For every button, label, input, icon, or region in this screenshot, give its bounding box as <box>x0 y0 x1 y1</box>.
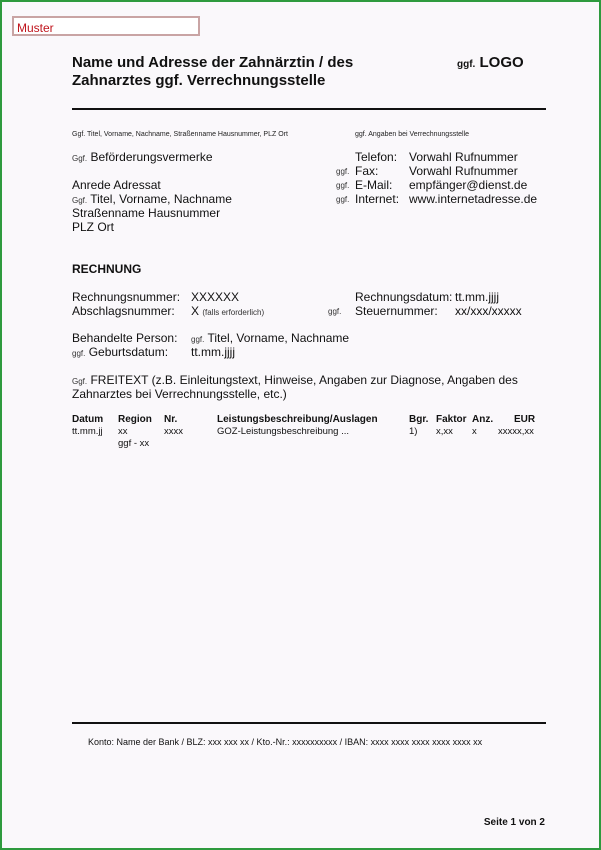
logo-prefix: ggf. <box>457 59 476 70</box>
muster-label: Muster <box>12 16 200 36</box>
sender-right-line: ggf. Angaben bei Verrechnungsstelle <box>355 131 470 138</box>
ggf-note: Ggf. <box>72 377 88 386</box>
row-region: xx <box>118 426 128 437</box>
ggf-note: Ggf. <box>72 154 88 163</box>
freetext-line1-text: FREITEXT (z.B. Einleitungstext, Hinweise, Angaben zur Diagnose, Angaben des <box>90 373 518 387</box>
freetext-line2: Zahnarztes bei Verrechnungsstelle, etc.) <box>72 387 287 401</box>
invoice-date-label: Rechnungsdatum: <box>355 290 453 304</box>
row-region-sub-value: - xx <box>133 438 150 449</box>
col-header-number: Nr. <box>164 414 178 425</box>
email-label: E-Mail: <box>355 178 393 192</box>
row-reason: 1) <box>409 426 418 437</box>
ggf-note: ggf. <box>336 181 350 190</box>
tax-number-value: xx/xxx/xxxxx <box>455 304 522 318</box>
recipient-street: Straßenname Hausnummer <box>72 206 221 220</box>
recipient-name-text: Titel, Vorname, Nachname <box>90 192 232 206</box>
fax-label: Fax: <box>355 164 379 178</box>
row-factor: x,xx <box>436 426 453 437</box>
delivery-notes <box>72 150 213 166</box>
installment-note: (falls erforderlich) <box>202 308 265 317</box>
internet-value: www.internetadresse.de <box>409 192 538 206</box>
logo-placeholder <box>457 54 524 71</box>
delivery-notes-text: Beförderungsvermerke <box>90 150 213 164</box>
email-value: empfänger@dienst.de <box>409 178 528 192</box>
practice-title-line1: Name und Adresse der Zahnärztin / des <box>72 54 354 71</box>
row-quantity: x <box>472 426 477 437</box>
installment-label: Abschlagsnummer: <box>72 304 175 318</box>
col-header-reason: Bgr. <box>409 414 429 425</box>
row-description: GOZ-Leistungsbeschreibung ... <box>217 426 350 437</box>
internet-label: Internet: <box>355 192 400 206</box>
col-header-factor: Faktor <box>436 414 467 425</box>
page-counter: Seite 1 von 2 <box>483 817 545 828</box>
ggf-note: ggf. <box>336 195 350 204</box>
phone-value: Vorwahl Rufnummer <box>409 150 518 164</box>
col-header-date: Datum <box>72 414 104 425</box>
col-header-amount: EUR <box>514 414 536 425</box>
col-header-description: Leistungsbeschreibung/Auslagen <box>217 414 378 425</box>
installment-value <box>191 304 264 320</box>
row-region-sub <box>118 438 149 450</box>
ggf-note: Ggf. <box>72 196 88 205</box>
phone-label: Telefon: <box>355 150 398 164</box>
tax-number-label: Steuernummer: <box>355 304 438 318</box>
birthdate-label-text: Geburtsdatum: <box>88 345 169 359</box>
footer-divider <box>72 722 546 724</box>
birthdate-value: tt.mm.jjjj <box>191 345 235 359</box>
ggf-note: ggf. <box>336 167 350 176</box>
col-header-region: Region <box>118 414 152 425</box>
row-date: tt.mm.jj <box>72 426 103 437</box>
ggf-note: ggf. <box>328 307 342 316</box>
ggf-note: ggf. <box>191 335 205 344</box>
installment-number: X <box>191 304 200 318</box>
sender-line: Ggf. Titel, Vorname, Nachname, Straßenname Hausnummer, PLZ Ort <box>72 131 288 138</box>
row-amount: xxxxx,xx <box>498 426 534 437</box>
ggf-note: ggf <box>118 438 132 449</box>
practice-title <box>72 54 353 90</box>
col-header-quantity: Anz. <box>472 414 494 425</box>
invoice-number-label: Rechnungsnummer: <box>72 290 181 304</box>
birthdate-label <box>72 345 168 361</box>
fax-value: Vorwahl Rufnummer <box>409 164 518 178</box>
invoice-heading: RECHNUNG <box>72 262 142 276</box>
patient-label: Behandelte Person: <box>72 331 178 345</box>
ggf-note: ggf. <box>72 349 86 358</box>
row-number: xxxx <box>164 426 183 437</box>
header-divider <box>72 108 546 110</box>
recipient-city: PLZ Ort <box>72 220 115 234</box>
invoice-number-value: XXXXXX <box>191 290 240 304</box>
invoice-date-value: tt.mm.jjjj <box>455 290 499 304</box>
practice-title-line2: Zahnarztes ggf. Verrechnungsstelle <box>72 72 326 89</box>
bank-details: Konto: Name der Bank / BLZ: xxx xxx xx / Kto.-Nr.: xxxxxxxxxx / IBAN: xxxx xxxx xxxx xxxx xxxx xx <box>88 737 483 747</box>
patient-name-text: Titel, Vorname, Nachname <box>207 331 350 345</box>
logo-text: LOGO <box>479 54 524 71</box>
recipient-salutation: Anrede Adressat <box>72 178 161 192</box>
